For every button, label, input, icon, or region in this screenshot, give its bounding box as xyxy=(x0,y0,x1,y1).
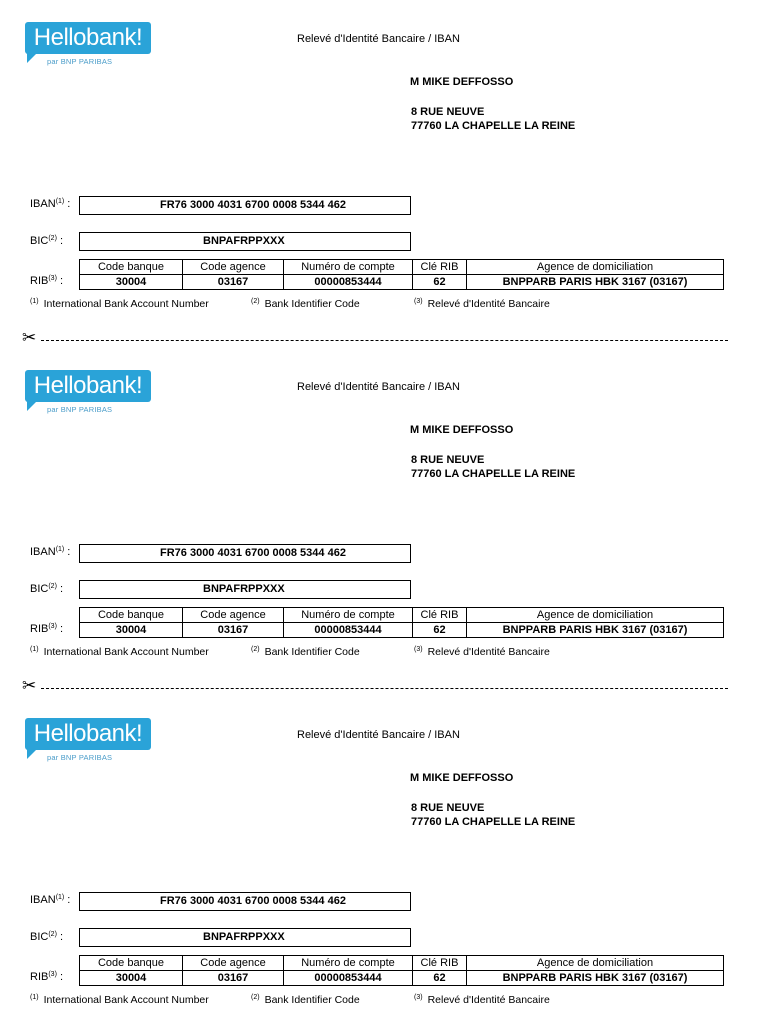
address-line-1: 8 RUE NEUVE xyxy=(411,454,485,466)
document-title: Relevé d'Identité Bancaire / IBAN xyxy=(297,729,460,741)
bic-field xyxy=(79,232,411,251)
iban-label: IBAN$^{(1)}$ : xyxy=(30,198,71,210)
address-line-2: 77760 LA CHAPELLE LA REINE xyxy=(411,816,576,828)
iban-value: FR76 3000 4031 6700 0008 5344 462 xyxy=(160,895,346,907)
rib-header-row xyxy=(80,956,724,971)
logo-wordmark: Hellobank! xyxy=(25,370,151,402)
logo-subtitle: par BNP PARIBAS xyxy=(47,57,113,66)
value-code-agence: 03167 xyxy=(183,623,284,638)
rib-table xyxy=(79,955,724,986)
header-numero-compte: Numéro de compte xyxy=(284,956,413,971)
footnote-3: $^{(3)}$ Relevé d'Identité Bancaire xyxy=(414,646,550,658)
rib-value-row xyxy=(80,623,724,638)
logo-wordmark: Hellobank! xyxy=(25,718,151,750)
value-numero-compte: 00000853444 xyxy=(284,971,413,986)
rib-label: RIB$^{(3)}$ : xyxy=(30,971,64,983)
value-code-agence: 03167 xyxy=(183,971,284,986)
footnote-1: $^{(1)}$ International Bank Account Number xyxy=(30,646,209,658)
hellobank-logo xyxy=(25,370,153,414)
address-line-2: 77760 LA CHAPELLE LA REINE xyxy=(411,120,576,132)
header-numero-compte: Numéro de compte xyxy=(284,608,413,623)
rib-header-row xyxy=(80,608,724,623)
iban-label: IBAN$^{(1)}$ : xyxy=(30,894,71,906)
account-holder-address xyxy=(411,105,575,133)
rib-value-row xyxy=(80,971,724,986)
bic-label: BIC$^{(2)}$ : xyxy=(30,235,64,247)
bic-value: BNPAFRPPXXX xyxy=(203,931,285,943)
cut-line xyxy=(22,676,728,697)
rib-table xyxy=(79,259,724,290)
header-numero-compte: Numéro de compte xyxy=(284,260,413,275)
account-holder-name: M MIKE DEFFOSSO xyxy=(410,76,514,88)
footnote-3: $^{(3)}$ Relevé d'Identité Bancaire xyxy=(414,298,550,310)
value-cle-rib: 62 xyxy=(413,275,467,290)
value-agence-domiciliation: BNPPARB PARIS HBK 3167 (03167) xyxy=(467,971,724,986)
header-code-banque: Code banque xyxy=(80,260,183,275)
value-agence-domiciliation: BNPPARB PARIS HBK 3167 (03167) xyxy=(467,623,724,638)
rib-slip-2 xyxy=(0,355,768,695)
value-agence-domiciliation: BNPPARB PARIS HBK 3167 (03167) xyxy=(467,275,724,290)
bic-value: BNPAFRPPXXX xyxy=(203,583,285,595)
rib-header-row xyxy=(80,260,724,275)
address-line-1: 8 RUE NEUVE xyxy=(411,106,485,118)
iban-field xyxy=(79,544,411,563)
header-agence-domiciliation: Agence de domiciliation xyxy=(467,608,724,623)
account-holder-address xyxy=(411,801,575,829)
header-cle-rib: Clé RIB xyxy=(413,956,467,971)
rib-label: RIB$^{(3)}$ : xyxy=(30,275,64,287)
bic-field xyxy=(79,928,411,947)
rib-label: RIB$^{(3)}$ : xyxy=(30,623,64,635)
value-code-banque: 30004 xyxy=(80,971,183,986)
logo-subtitle: par BNP PARIBAS xyxy=(47,405,113,414)
iban-value: FR76 3000 4031 6700 0008 5344 462 xyxy=(160,199,346,211)
iban-value: FR76 3000 4031 6700 0008 5344 462 xyxy=(160,547,346,559)
logo-subtitle: par BNP PARIBAS xyxy=(47,753,113,762)
value-code-banque: 30004 xyxy=(80,275,183,290)
value-numero-compte: 00000853444 xyxy=(284,623,413,638)
bic-label: BIC$^{(2)}$ : xyxy=(30,931,64,943)
footnote-1: $^{(1)}$ International Bank Account Number xyxy=(30,994,209,1006)
header-code-agence: Code agence xyxy=(183,608,284,623)
header-cle-rib: Clé RIB xyxy=(413,608,467,623)
footnote-2: $^{(2)}$ Bank Identifier Code xyxy=(251,646,360,658)
footnote-2: $^{(2)}$ Bank Identifier Code xyxy=(251,298,360,310)
iban-label: IBAN$^{(1)}$ : xyxy=(30,546,71,558)
account-holder-name: M MIKE DEFFOSSO xyxy=(410,772,514,784)
hellobank-logo xyxy=(25,22,153,66)
bic-field xyxy=(79,580,411,599)
dashed-line xyxy=(41,688,728,689)
iban-field xyxy=(79,892,411,911)
document-title: Relevé d'Identité Bancaire / IBAN xyxy=(297,381,460,393)
header-code-banque: Code banque xyxy=(80,956,183,971)
rib-table xyxy=(79,607,724,638)
address-line-2: 77760 LA CHAPELLE LA REINE xyxy=(411,468,576,480)
value-cle-rib: 62 xyxy=(413,971,467,986)
header-code-agence: Code agence xyxy=(183,956,284,971)
bic-value: BNPAFRPPXXX xyxy=(203,235,285,247)
scissors-icon: ✂ xyxy=(22,676,37,695)
header-code-agence: Code agence xyxy=(183,260,284,275)
header-agence-domiciliation: Agence de domiciliation xyxy=(467,260,724,275)
value-code-banque: 30004 xyxy=(80,623,183,638)
footnote-3: $^{(3)}$ Relevé d'Identité Bancaire xyxy=(414,994,550,1006)
value-cle-rib: 62 xyxy=(413,623,467,638)
rib-slip-3 xyxy=(0,703,768,1033)
value-numero-compte: 00000853444 xyxy=(284,275,413,290)
footnote-2: $^{(2)}$ Bank Identifier Code xyxy=(251,994,360,1006)
bic-label: BIC$^{(2)}$ : xyxy=(30,583,64,595)
dashed-line xyxy=(41,340,728,341)
scissors-icon: ✂ xyxy=(22,328,37,347)
header-code-banque: Code banque xyxy=(80,608,183,623)
account-holder-address xyxy=(411,453,575,481)
rib-value-row xyxy=(80,275,724,290)
rib-slip-1 xyxy=(0,7,768,347)
header-cle-rib: Clé RIB xyxy=(413,260,467,275)
value-code-agence: 03167 xyxy=(183,275,284,290)
iban-field xyxy=(79,196,411,215)
document-title: Relevé d'Identité Bancaire / IBAN xyxy=(297,33,460,45)
cut-line xyxy=(22,328,728,349)
footnote-1: $^{(1)}$ International Bank Account Number xyxy=(30,298,209,310)
hellobank-logo xyxy=(25,718,153,762)
header-agence-domiciliation: Agence de domiciliation xyxy=(467,956,724,971)
logo-wordmark: Hellobank! xyxy=(25,22,151,54)
address-line-1: 8 RUE NEUVE xyxy=(411,802,485,814)
account-holder-name: M MIKE DEFFOSSO xyxy=(410,424,514,436)
